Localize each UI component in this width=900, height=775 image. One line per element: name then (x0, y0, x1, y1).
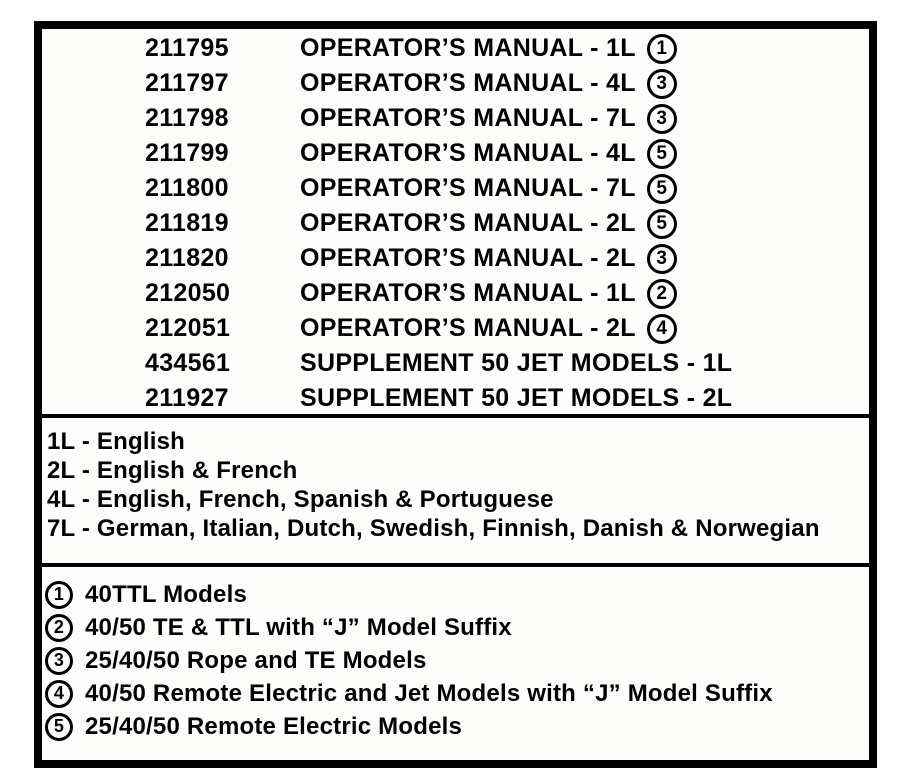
part-description: OPERATOR’S MANUAL - 2L (300, 244, 636, 272)
note-text: 40TTL Models (85, 580, 247, 608)
part-description: SUPPLEMENT 50 JET MODELS - 1L (300, 349, 733, 377)
language-legend (42, 414, 869, 563)
table-row (42, 381, 869, 416)
note-number-circle: 5 (45, 713, 73, 741)
language-legend-item: 1L - English (47, 427, 185, 455)
part-description: OPERATOR’S MANUAL - 7L (300, 104, 636, 132)
note-text: 25/40/50 Rope and TE Models (85, 646, 427, 674)
part-description: OPERATOR’S MANUAL - 2L (300, 209, 636, 237)
table-row (42, 241, 869, 276)
outer-border-box (34, 21, 877, 768)
part-description: OPERATOR’S MANUAL - 2L (300, 314, 636, 342)
model-note (45, 611, 869, 644)
part-number: 211795 (145, 34, 229, 62)
note-ref-circle: 4 (647, 314, 677, 344)
note-ref-circle: 3 (647, 244, 677, 274)
note-number-circle: 1 (45, 581, 73, 609)
model-note (45, 578, 869, 611)
part-number: 211799 (145, 139, 229, 167)
table-row (42, 311, 869, 346)
table-row (42, 276, 869, 311)
model-notes (42, 563, 869, 760)
table-row (42, 171, 869, 206)
table-row (42, 206, 869, 241)
note-ref-circle: 5 (647, 139, 677, 169)
part-number: 211927 (145, 384, 229, 412)
language-legend-item: 2L - English & French (47, 456, 298, 484)
note-number-circle: 4 (45, 680, 73, 708)
note-ref-circle: 1 (647, 34, 677, 64)
part-description: SUPPLEMENT 50 JET MODELS - 2L (300, 384, 733, 412)
part-number: 211819 (145, 209, 229, 237)
part-number: 211800 (145, 174, 229, 202)
parts-table (42, 29, 869, 414)
note-text: 40/50 Remote Electric and Jet Models with “J” Model Suffix (85, 679, 773, 707)
note-ref-circle: 5 (647, 174, 677, 204)
part-number: 434561 (145, 349, 231, 377)
note-number-circle: 3 (45, 647, 73, 675)
note-ref-circle: 3 (647, 69, 677, 99)
part-description: OPERATOR’S MANUAL - 4L (300, 139, 636, 167)
language-legend-item: 4L - English, French, Spanish & Portuguese (47, 485, 554, 513)
part-description: OPERATOR’S MANUAL - 4L (300, 69, 636, 97)
note-number-circle: 2 (45, 614, 73, 642)
table-row (42, 136, 869, 171)
part-description: OPERATOR’S MANUAL - 1L (300, 279, 636, 307)
model-note (45, 677, 869, 710)
table-row (42, 31, 869, 66)
part-number: 212051 (145, 314, 231, 342)
language-legend-item: 7L - German, Italian, Dutch, Swedish, Finnish, Danish & Norwegian (47, 514, 820, 542)
part-number: 211798 (145, 104, 229, 132)
table-row (42, 101, 869, 136)
part-description: OPERATOR’S MANUAL - 7L (300, 174, 636, 202)
note-ref-circle: 5 (647, 209, 677, 239)
model-note (45, 644, 869, 677)
table-row (42, 66, 869, 101)
note-ref-circle: 3 (647, 104, 677, 134)
table-row (42, 346, 869, 381)
note-text: 40/50 TE & TTL with “J” Model Suffix (85, 613, 512, 641)
part-number: 211820 (145, 244, 229, 272)
note-text: 25/40/50 Remote Electric Models (85, 712, 463, 740)
model-note (45, 710, 869, 743)
part-number: 212050 (145, 279, 231, 307)
part-number: 211797 (145, 69, 229, 97)
note-ref-circle: 2 (647, 279, 677, 309)
part-description: OPERATOR’S MANUAL - 1L (300, 34, 636, 62)
